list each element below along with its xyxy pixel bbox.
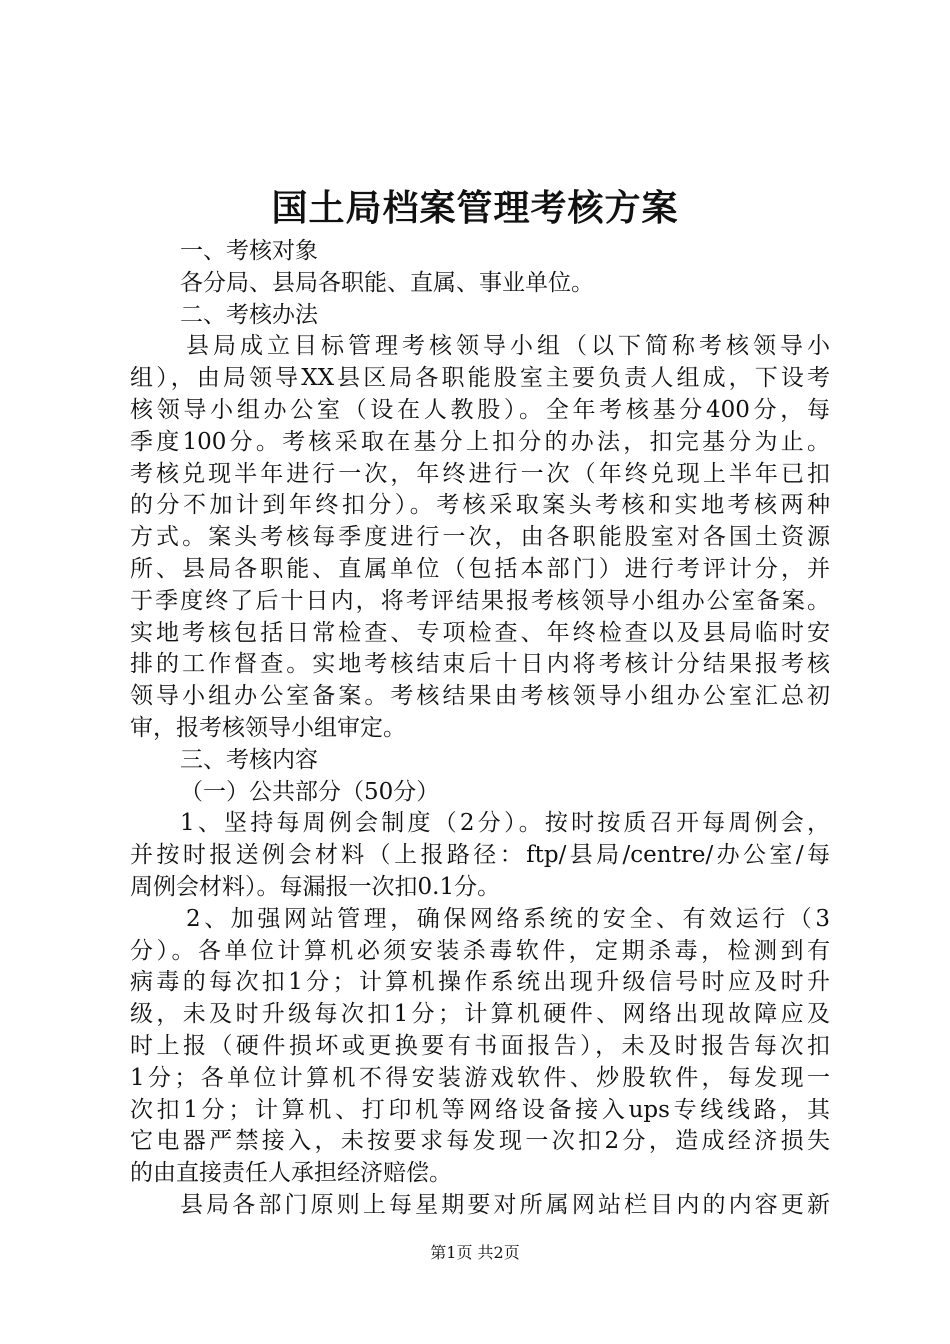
text-line: 各分局、县局各职能、直属、事业单位。 bbox=[180, 269, 594, 296]
text-line: 病毒的每次扣1分；计算机操作系统出现升级信号时应及时升 bbox=[130, 969, 830, 996]
text-line: 考核兑现半年进行一次，年终进行一次（年终兑现上半年已扣 bbox=[130, 460, 830, 487]
text-line: 并按时报送例会材料（上报路径：ftp/县局/centre/办公室/每 bbox=[130, 842, 830, 869]
text-line: 1、坚持每周例会制度（2分）。按时按质召开每周例会， bbox=[180, 810, 830, 837]
text-line: 方式。案头考核每季度进行一次，由各职能股室对各国土资源 bbox=[130, 524, 830, 551]
text-line: 的由直接责任人承担经济赔偿。 bbox=[130, 1160, 452, 1187]
text-line: 级，未及时升级每次扣1分；计算机硬件、网络出现故障应及 bbox=[130, 1001, 830, 1028]
text-line: 1分；各单位计算机不得安装游戏软件、炒股软件，每发现一 bbox=[130, 1064, 830, 1091]
text-line: 的分不加计到年终扣分）。考核采取案头考核和实地考核两种 bbox=[130, 492, 830, 519]
text-line: 一、考核对象 bbox=[180, 238, 318, 264]
text-line: 于季度终了后十日内，将考评结果报考核领导小组办公室备案。 bbox=[130, 587, 830, 614]
text-line: 实地考核包括日常检查、专项检查、年终检查以及县局临时安 bbox=[130, 619, 830, 646]
text-line: 组），由局领导XX县区局各职能股室主要负责人组成，下设考 bbox=[130, 365, 830, 392]
text-line: 三、考核内容 bbox=[180, 746, 318, 773]
text-line: 周例会材料）。每漏报一次扣0.1分。 bbox=[130, 873, 501, 900]
text-line: 季度100分。考核采取在基分上扣分的办法，扣完基分为止。 bbox=[130, 428, 830, 455]
text-line: 次扣1分；计算机、打印机等网络设备接入ups专线线路，其 bbox=[130, 1096, 830, 1123]
document-title: 国土局档案管理考核方案 bbox=[271, 187, 679, 229]
text-line: （一）公共部分（50分） bbox=[180, 778, 440, 805]
text-line: 县局各部门原则上每星期要对所属网站栏目内的内容更新 bbox=[180, 1191, 830, 1218]
text-line: 领导小组办公室备案。考核结果由考核领导小组办公室汇总初 bbox=[130, 683, 830, 710]
text-line: 审，报考核领导小组审定。 bbox=[130, 714, 406, 741]
text-line: 所、县局各职能、直属单位（包括本部门）进行考评计分，并 bbox=[130, 555, 830, 582]
text-line: 核领导小组办公室（设在人教股）。全年考核基分400分，每 bbox=[130, 396, 830, 423]
text-line: 排的工作督查。实地考核结束后十日内将考核计分结果报考核 bbox=[130, 651, 830, 678]
text-line: 分）。各单位计算机必须安装杀毒软件，定期杀毒，检测到有 bbox=[130, 937, 830, 964]
text-line: 二、考核办法 bbox=[180, 301, 318, 328]
text-line: 时上报（硬件损坏或更换要有书面报告），未及时报告每次扣 bbox=[130, 1032, 830, 1059]
text-line: 2、加强网站管理，确保网络系统的安全、有效运行（3 bbox=[186, 905, 830, 932]
text-line: 县局成立目标管理考核领导小组（以下简称考核领导小 bbox=[186, 333, 830, 360]
text-line: 它电器严禁接入，未按要求每发现一次扣2分，造成经济损失 bbox=[130, 1128, 830, 1155]
document-body bbox=[130, 236, 830, 1222]
page-footer: 第1页 共2页 bbox=[430, 1243, 520, 1262]
